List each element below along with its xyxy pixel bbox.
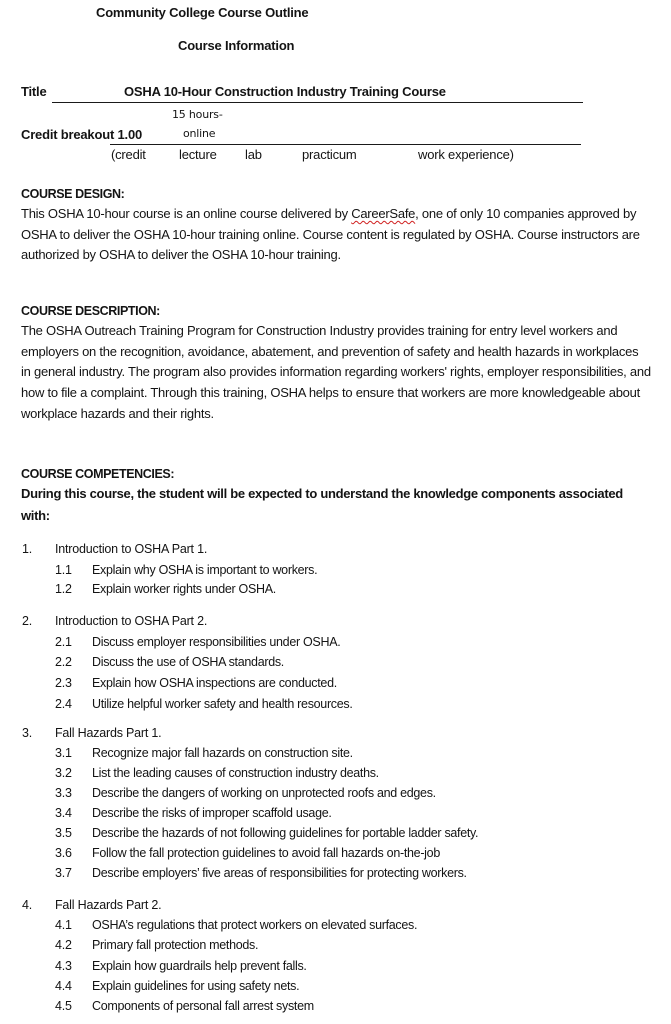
legend-credit: (credit [111, 147, 146, 162]
sub-competency-text: Recognize major fall hazards on construction site. [92, 746, 353, 760]
credit-breakout-label [21, 127, 142, 142]
sub-competency-number: 3.4 [55, 806, 72, 820]
sub-competency-number: 1.1 [55, 563, 72, 577]
sub-competency-text: Explain guidelines for using safety nets. [92, 979, 300, 993]
legend-lab: lab [245, 147, 262, 162]
sub-competency-number: 3.6 [55, 846, 72, 860]
sub-competency-text: Primary fall protection methods. [92, 938, 259, 952]
sub-competency-number: 4.1 [55, 918, 72, 932]
sub-competency-text: Describe the dangers of working on unprotected roofs and edges. [92, 786, 436, 800]
sub-competency-number: 3.7 [55, 866, 72, 880]
document-title: Community College Course Outline [96, 5, 309, 20]
sub-competency-number: 3.5 [55, 826, 72, 840]
sub-competency-number: 3.1 [55, 746, 72, 760]
credit-label-text: Credit breakout [21, 127, 115, 142]
competency-number: 2. [22, 614, 33, 628]
sub-competency-text: Utilize helpful worker safety and health resources. [92, 697, 353, 711]
sub-competency-text: Describe the risks of improper scaffold usage. [92, 806, 332, 820]
hours-line-2: online [183, 127, 216, 140]
title-label: Title [21, 84, 47, 99]
legend-work-experience: work experience) [418, 147, 514, 162]
competency-title: Introduction to OSHA Part 2. [55, 614, 208, 628]
sub-competency-number: 4.5 [55, 999, 72, 1013]
title-value: OSHA 10-Hour Construction Industry Training Course [124, 84, 446, 99]
competencies-intro: During this course, the student will be expected to understand the knowledge components associated with: [21, 486, 623, 523]
credit-value: 1.00 [117, 127, 143, 142]
sub-competency-text: Explain how guardrails help prevent falls. [92, 959, 307, 973]
course-design-text-after: , one of only 10 companies approved by OSHA to deliver the OSHA 10-hour training online. Course content is regulated by OSHA. Course instructors are authorized by OSHA to deliver the OSHA 10-hour training. [21, 206, 640, 263]
title-underline [52, 102, 583, 103]
sub-competency-text: Follow the fall protection guidelines to avoid fall hazards on-the-job [92, 846, 440, 860]
sub-competency-text: Describe the hazards of not following guidelines for portable ladder safety. [92, 826, 479, 840]
sub-competency-text: Discuss the use of OSHA standards. [92, 655, 284, 669]
document-subtitle: Course Information [178, 38, 295, 53]
sub-competency-number: 1.2 [55, 582, 72, 596]
sub-competency-text: Explain how OSHA inspections are conducted. [92, 676, 337, 690]
course-design-text-before: This OSHA 10-hour course is an online course delivered by [21, 206, 352, 221]
course-competencies-heading: COURSE COMPETENCIES: [21, 467, 175, 481]
sub-competency-number: 2.3 [55, 676, 72, 690]
provider-name-spellcheck: CareerSafe [351, 206, 416, 221]
sub-competency-text: Discuss employer responsibilities under OSHA. [92, 635, 341, 649]
legend-lecture: lecture [179, 147, 217, 162]
course-description-heading: COURSE DESCRIPTION: [21, 304, 160, 318]
sub-competency-number: 2.1 [55, 635, 72, 649]
sub-competency-text: Components of personal fall arrest system [92, 999, 314, 1013]
sub-competency-text: Explain why OSHA is important to workers. [92, 563, 318, 577]
sub-competency-text: List the leading causes of construction industry deaths. [92, 766, 379, 780]
sub-competency-text: OSHA’s regulations that protect workers on elevated surfaces. [92, 918, 418, 932]
legend-practicum: practicum [302, 147, 357, 162]
sub-competency-number: 4.4 [55, 979, 72, 993]
sub-competency-text: Explain worker rights under OSHA. [92, 582, 276, 596]
sub-competency-number: 4.2 [55, 938, 72, 952]
hours-line-1: 15 hours- [172, 108, 223, 121]
course-design-text [21, 204, 651, 266]
competency-number: 4. [22, 898, 33, 912]
competency-number: 1. [22, 542, 33, 556]
sub-competency-number: 4.3 [55, 959, 72, 973]
sub-competency-text: Describe employers’ five areas of responsibilities for protecting workers. [92, 866, 467, 880]
sub-competency-number: 3.2 [55, 766, 72, 780]
course-design-heading: COURSE DESIGN: [21, 187, 125, 201]
competency-title: Fall Hazards Part 2. [55, 898, 162, 912]
sub-competency-number: 3.3 [55, 786, 72, 800]
competency-title: Fall Hazards Part 1. [55, 726, 162, 740]
sub-competency-number: 2.2 [55, 655, 72, 669]
competency-number: 3. [22, 726, 33, 740]
credit-underline [110, 144, 581, 145]
competency-title: Introduction to OSHA Part 1. [55, 542, 208, 556]
course-description-text: The OSHA Outreach Training Program for Construction Industry provides training for entry level workers and employers on the recognition, avoidance, abatement, and prevention of safety and health hazards in workplaces in general industry. The program also provides information regarding workers' rights, employer responsibilities, and how to file a complaint. Through this training, OSHA helps to ensure that workers are more knowledgeable about workplace hazards and their rights. [21, 323, 651, 421]
sub-competency-number: 2.4 [55, 697, 72, 711]
